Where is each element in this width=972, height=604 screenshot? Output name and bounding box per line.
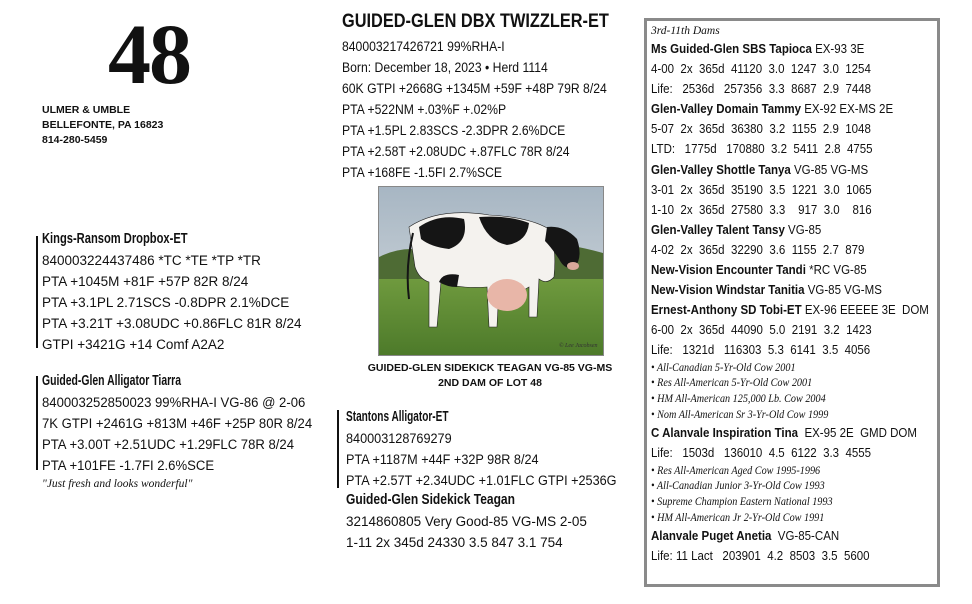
dam-record: Life: 11 Lact 203901 4.2 8503 3.5 5600 (651, 548, 870, 564)
main-data-line: Born: December 18, 2023 • Herd 1114 (342, 60, 548, 75)
sire-block (42, 229, 302, 355)
dam-record: Life: 1321d 116303 5.3 6141 3.5 4056 (651, 342, 871, 358)
dam-record: 3-01 2x 365d 35190 3.5 1221 3.0 1065 (651, 181, 872, 197)
dam-award: • Nom All-American Sr 3-Yr-Old Cow 1999 (651, 408, 829, 421)
dams-entries (651, 39, 965, 567)
dam-entry-classification: VG-85 VG-MS (804, 282, 882, 298)
dam-entry-title: C Alanvale Inspiration Tina (651, 425, 799, 441)
dam-record: Life: 1503d 136010 4.5 6122 3.3 4555 (651, 445, 872, 461)
photo-watermark: © Lee Jacobsen (559, 343, 598, 349)
dam-block (42, 371, 320, 492)
dam-quote: "Just fresh and looks wonderful" (42, 478, 193, 490)
dam-data-line: 840003252850023 99%RHA-I VG-86 @ 2-06 (42, 395, 306, 410)
dam-entry-title: Glen-Valley Domain Tammy (651, 101, 802, 117)
msire-data-line: PTA +2.57T +2.34UDC +1.01FLC GTPI +2536G (346, 473, 617, 488)
caption-line-1: GUIDED-GLEN SIDEKICK TEAGAN VG-85 VG-MS (367, 362, 613, 374)
msire-name: Stantons Alligator-ET (346, 409, 449, 425)
photo-caption (365, 361, 615, 391)
dam-entry-classification: EX-92 EX-MS 2E (801, 101, 894, 117)
sire-bar (36, 236, 38, 348)
dam-record: LTD: 1775d 170880 3.2 5411 2.8 4755 (651, 141, 873, 157)
lot-number: 48 (108, 6, 190, 102)
dam-data-line: PTA +3.00T +2.51UDC +1.29FLC 78R 8/24 (42, 437, 295, 452)
sire-data-line: GTPI +3421G +14 Comf A2A2 (42, 337, 225, 352)
granddam-block (346, 490, 587, 553)
dam-entry-name (651, 39, 929, 59)
main-animal-name: GUIDED-GLEN DBX TWIZZLER-ET (342, 11, 609, 32)
dam-entry-name (651, 220, 929, 240)
dam-entry-name (651, 300, 929, 320)
main-animal (342, 10, 652, 183)
sire-data (42, 250, 302, 355)
dam-entry-name (651, 423, 929, 443)
dam-entry-classification: VG-85 (784, 221, 822, 237)
dam-award: • HM All-American Jr 2-Yr-Old Cow 1991 (651, 511, 825, 524)
dam-entry-title: New-Vision Windstar Tanitia (651, 282, 805, 298)
dam-entry-name (651, 526, 929, 546)
dam-data (42, 392, 320, 476)
owner-block (42, 103, 163, 148)
main-data-line: 840003217426721 99%RHA-I (342, 39, 505, 54)
msire-data (346, 428, 634, 491)
dam-entry-name (651, 160, 929, 180)
dam-award: • All-Canadian 5-Yr-Old Cow 2001 (651, 361, 796, 374)
main-animal-data (342, 36, 652, 183)
sire-name: Kings-Ransom Dropbox-ET (42, 231, 188, 247)
cow-image (379, 187, 603, 355)
main-data-line: PTA +1.5PL 2.83SCS -2.3DPR 2.6%DCE (342, 123, 566, 138)
dam-data-line: 7K GTPI +2461G +813M +46F +25P 80R 8/24 (42, 416, 313, 431)
dams-box-heading: 3rd-11th Dams (651, 25, 720, 37)
dam-award: • HM All-American 125,000 Lb. Cow 2004 (651, 392, 826, 405)
dam-entry-name (651, 280, 929, 300)
main-data-line: PTA +2.58T +2.08UDC +.87FLC 78R 8/24 (342, 144, 570, 159)
main-data-line: PTA +168FE -1.5FI 2.7%SCE (342, 165, 503, 180)
dam-award: • Res All-American Aged Cow 1995-1996 (651, 464, 821, 477)
granddam-name: Guided-Glen Sidekick Teagan (346, 492, 515, 508)
owner-phone: 814-280-5459 (42, 134, 108, 146)
caption-line-2: 2ND DAM OF LOT 48 (438, 377, 542, 389)
dam-award: • All-Canadian Junior 3-Yr-Old Cow 1993 (651, 480, 825, 493)
dam-record: Life: 2536d 257356 3.3 8687 2.9 7448 (651, 81, 872, 97)
sire-data-line: PTA +3.21T +3.08UDC +0.86FLC 81R 8/24 (42, 316, 302, 331)
dam-name: Guided-Glen Alligator Tiarra (42, 373, 182, 389)
cow-photo (378, 186, 604, 356)
dam-record: 1-10 2x 365d 27580 3.3 917 3.0 816 (651, 201, 872, 217)
dam-record: 4-02 2x 365d 32290 3.6 1155 2.7 879 (651, 241, 865, 257)
dam-entry-title: Glen-Valley Talent Tansy (651, 221, 785, 237)
dams-box (644, 18, 940, 587)
dam-entry-title: Alanvale Puget Anetia (651, 528, 772, 544)
dam-entry-title: New-Vision Encounter Tandi (651, 262, 806, 278)
dam-entry-name (651, 99, 929, 119)
dam-entry-title: Ms Guided-Glen SBS Tapioca (651, 41, 812, 56)
msire-data-line: 840003128769279 (346, 431, 452, 446)
dam-award: • Res All-American 5-Yr-Old Cow 2001 (651, 377, 813, 390)
granddam-data-line: 3214860805 Very Good-85 VG-MS 2-05 (346, 514, 587, 529)
sire-data-line: 840003224437486 *TC *TE *TP *TR (42, 253, 261, 268)
dam-entry-classification: VG-85-CAN (771, 528, 840, 544)
dam-entry-title: Glen-Valley Shottle Tanya (651, 161, 791, 177)
dam-award: • Supreme Champion Eastern National 1993 (651, 495, 833, 508)
dam-entry-classification: *RC VG-85 (805, 262, 867, 278)
dam-entry-name (651, 260, 929, 280)
msire-bar (337, 410, 339, 488)
msire-block (346, 407, 634, 491)
owner-name: ULMER & UMBLE (42, 104, 131, 116)
msire-data-line: PTA +1187M +44F +32P 98R 8/24 (346, 452, 539, 467)
sire-data-line: PTA +3.1PL 2.71SCS -0.8DPR 2.1%DCE (42, 295, 290, 310)
dam-entry-classification: EX-95 2E GMD DOM (798, 425, 917, 441)
dam-record: 6-00 2x 365d 44090 5.0 2191 3.2 1423 (651, 322, 872, 338)
dam-entry-title: Ernest-Anthony SD Tobi-ET (651, 302, 802, 318)
granddam-data (346, 511, 587, 553)
dam-entry-classification: EX-96 EEEEE 3E DOM (801, 302, 929, 318)
dam-record: 5-07 2x 365d 36380 3.2 1155 2.9 1048 (651, 121, 871, 137)
main-data-line: 60K GTPI +2668G +1345M +59F +48P 79R 8/24 (342, 81, 607, 96)
dam-data-line: PTA +101FE -1.7FI 2.6%SCE (42, 458, 215, 473)
dam-entry-classification: EX-93 3E (811, 41, 865, 56)
sire-data-line: PTA +1045M +81F +57P 82R 8/24 (42, 274, 249, 289)
main-data-line: PTA +522NM +.03%F +.02%P (342, 102, 507, 117)
dam-entry-classification: VG-85 VG-MS (790, 161, 869, 177)
owner-city: BELLEFONTE, PA 16823 (42, 119, 164, 131)
dam-record: 4-00 2x 365d 41120 3.0 1247 3.0 1254 (651, 61, 871, 77)
dam-bar (36, 376, 38, 470)
granddam-data-line: 1-11 2x 345d 24330 3.5 847 3.1 754 (346, 535, 563, 550)
